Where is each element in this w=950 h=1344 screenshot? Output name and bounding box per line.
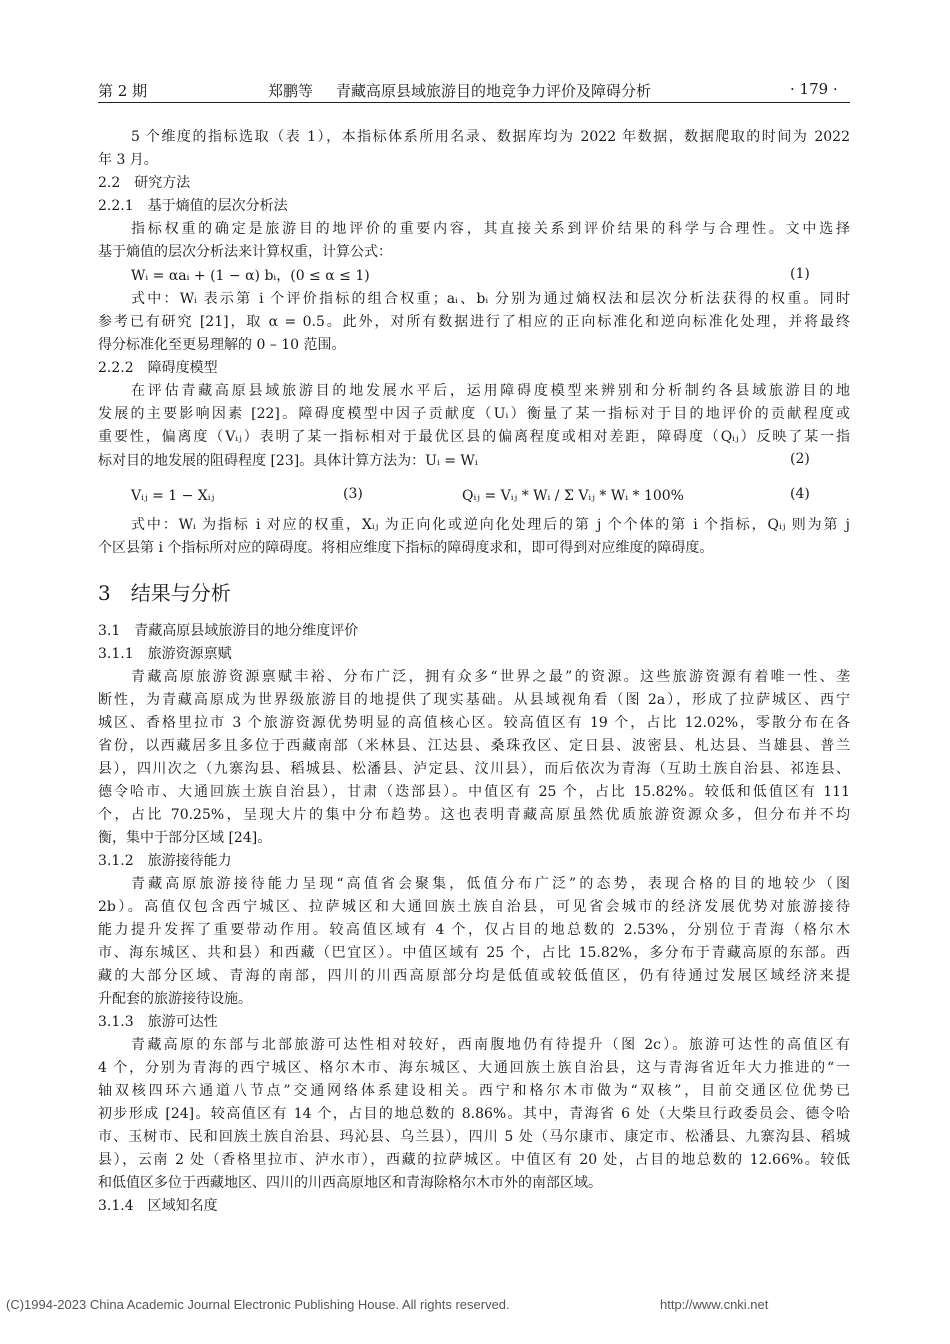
equation-4: Qᵢⱼ = Vᵢⱼ * Wᵢ / Σ Vᵢⱼ * Wᵢ * 100% (462, 488, 684, 504)
body-line: 市、玉树市、民和回族土族自治县、玛沁县、乌兰县），四川 5 处（马尔康市、康定市、松潘县、九寨沟县、稻城 (98, 1129, 850, 1145)
equation-number: (2) (790, 451, 810, 467)
body-line: 发展的主要影响因素 [22]。障碍度模型中因子贡献度（Uᵢ）衡量了某一指标对于目的地评价的贡献程度或 (98, 406, 850, 422)
body-line: 青藏高原的东部与北部旅游可达性相对较好，西南腹地仍有待提升（图 2c）。旅游可达性的高值区有 (131, 1037, 850, 1053)
body-line: 县），四川次之（九寨沟县、稻城县、松潘县、泸定县、汶川县），而后依次为青海（互助土族自治县、祁连县、 (98, 761, 850, 777)
body-line: 省份，以西藏居多且多位于西藏南部（米林县、江达县、桑珠孜区、定日县、波密县、札达县、当雄县、普兰 (98, 738, 850, 754)
body-line: 县），云南 2 处（香格里拉市、泸水市），西藏的拉萨城区。中值区有 20 处，占目的地总数的 12.66%。较低 (98, 1152, 850, 1168)
chapter-heading: 3 结果与分析 (98, 581, 231, 605)
body-line: 断性，为青藏高原成为世界级旅游目的地提供了现实基础。从县域视角看（图 2a），形成了拉萨城区、西宁 (98, 692, 850, 708)
section-heading: 3.1 青藏高原县域旅游目的地分维度评价 (98, 623, 359, 639)
page-number: · 179 · (790, 80, 838, 98)
body-line: 年 3 月。 (98, 152, 158, 168)
body-line: 衡，集中于部分区域 [24]。 (98, 830, 272, 846)
header-title: 青藏高原县域旅游目的地竞争力评价及障碍分析 (336, 82, 652, 100)
subsection-heading: 3.1.1 旅游资源禀赋 (98, 646, 232, 662)
equation-number: (3) (343, 486, 363, 502)
body-line: 标对目的地发展的阻碍程度 [23]。具体计算方法为：Uᵢ = Wᵢ (98, 453, 478, 469)
body-line: 式中：Wᵢ 为指标 i 对应的权重，Xᵢⱼ 为正向化或逆向化处理后的第 j 个个体的第 i 个指标，Qᵢⱼ 则为第 j (131, 517, 850, 533)
body-line: 基于熵值的层次分析法来计算权重，计算公式： (98, 244, 392, 260)
body-line: 和低值区多位于西藏地区、四川的川西高原地区和青海除格尔木市外的南部区域。 (98, 1175, 602, 1191)
equation-number: (1) (790, 266, 810, 282)
body-line: 市、海东城区、共和县）和西藏（巴宜区）。中值区域有 25 个，占比 15.82%，多分布于青藏高原的东部。西 (98, 945, 850, 961)
body-line: 藏的大部分区域、青海的南部，四川的川西高原部分均是低值或较低值区，仍有待通过发展区域经济来提 (98, 968, 850, 984)
body-line: 在评估青藏高原县域旅游目的地发展水平后，运用障碍度模型来辨别和分析制约各县域旅游目的地 (131, 383, 850, 399)
equation-number: (4) (790, 486, 810, 502)
body-line: 参考已有研究 [21]，取 α = 0.5。此外，对所有数据进行了相应的正向标准化和逆向标准化处理，并将最终 (98, 314, 850, 330)
equation-1: Wᵢ = αaᵢ + (1 − α) bᵢ，(0 ≤ α ≤ 1) (131, 268, 370, 284)
section-heading: 2.2 研究方法 (98, 175, 191, 191)
body-line: 能力提升发挥了重要带动作用。较高值区域有 4 个，仅占目的地总数的 2.53%，分别位于青海（格尔木 (98, 922, 850, 938)
body-line: 青藏高原旅游接待能力呈现“高值省会聚集，低值分布广泛”的态势，表现合格的目的地较少（图 (131, 876, 850, 892)
subsection-heading: 2.2.2 障碍度模型 (98, 360, 218, 376)
body-line: 个区县第 i 个指标所对应的障碍度。将相应维度下指标的障碍度求和，即可得到对应维度的障碍度。 (98, 540, 714, 556)
body-line: 城区、香格里拉市 3 个旅游资源优势明显的高值核心区。较高值区有 19 个，占比 12.02%，零散分布在各 (98, 715, 850, 731)
body-line: 德令哈市、大通回族土族自治县），甘肃（迭部县）。中值区有 25 个，占比 15.82%。较低和低值区有 111 (98, 784, 850, 800)
cnki-url[interactable]: http://www.cnki.net (660, 1297, 769, 1312)
body-line: 指标权重的确定是旅游目的地评价的重要内容，其直接关系到评价结果的科学与合理性。文中选择 (131, 221, 850, 237)
header-rule (98, 102, 850, 103)
body-line: 升配套的旅游接待设施。 (98, 991, 252, 1007)
subsection-heading: 3.1.4 区域知名度 (98, 1198, 218, 1214)
body-line: 个，占比 70.25%，呈现大片的集中分布趋势。这也表明青藏高原虽然优质旅游资源众多，但分布并不均 (98, 807, 850, 823)
body-line: 式中：Wᵢ 表示第 i 个评价指标的组合权重；aᵢ、bᵢ 分别为通过熵权法和层次分析法获得的权重。同时 (131, 291, 850, 307)
body-line: 轴双核四环六通道八节点”交通网络体系建设相关。西宁和格尔木市做为“双核”，目前交通区位优势已 (98, 1083, 850, 1099)
subsection-heading: 3.1.2 旅游接待能力 (98, 853, 232, 869)
body-line: 4 个，分别为青海的西宁城区、格尔木市、海东城区、大通回族土族自治县，这与青海省近年大力推进的“一 (98, 1060, 850, 1076)
body-line: 得分标准化至更易理解的 0 – 10 范围。 (98, 337, 346, 353)
equation-3: Vᵢⱼ = 1 − Xᵢⱼ (131, 488, 215, 504)
body-line: 青藏高原旅游资源禀赋丰裕、分布广泛，拥有众多“世界之最”的资源。这些旅游资源有着唯一性、垄 (131, 669, 850, 685)
subsection-heading: 2.2.1 基于熵值的层次分析法 (98, 198, 288, 214)
body-line: 2b）。高值仅包含西宁城区、拉萨城区和大通回族土族自治县，可见省会城市的经济发展优势对旅游接待 (98, 899, 850, 915)
issue-number: 第 2 期 (98, 82, 148, 100)
body-line: 重要性，偏离度（Vᵢⱼ）表明了某一指标相对于最优区县的偏离程度或相对差距，障碍度（Qᵢⱼ）反映了某一指 (98, 429, 850, 445)
subsection-heading: 3.1.3 旅游可达性 (98, 1014, 218, 1030)
body-line: 5 个维度的指标选取（表 1），本指标体系所用名录、数据库均为 2022 年数据，数据爬取的时间为 2022 (131, 129, 850, 145)
body-line: 初步形成 [24]。较高值区有 14 个，占目的地总数的 8.86%。其中，青海省 6 处（大柴旦行政委员会、德令哈 (98, 1106, 850, 1122)
header-authors: 郑鹏等 (268, 82, 314, 100)
copyright-notice: (C)1994-2023 China Academic Journal Electronic Publishing House. All rights reserved. (6, 1297, 510, 1312)
